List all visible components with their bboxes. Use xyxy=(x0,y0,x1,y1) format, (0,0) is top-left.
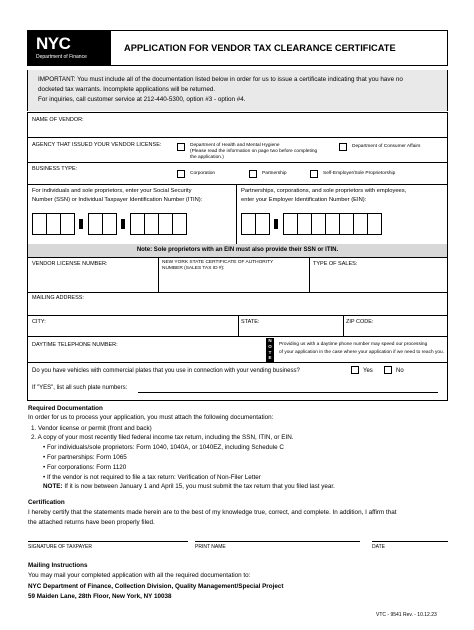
date-line[interactable] xyxy=(372,541,448,542)
notice-line-1: IMPORTANT: You must include all of the documentation listed below in order for us to issue a certificate indicating that you have no xyxy=(38,76,403,83)
mailing-heading: Mailing Instructions xyxy=(28,562,88,569)
note-side-tab xyxy=(266,338,274,362)
bt-sole-checkbox[interactable] xyxy=(310,170,318,178)
bt-corporation-checkbox[interactable] xyxy=(177,170,185,178)
logo-subtitle: Department of Finance xyxy=(36,54,87,60)
phone-label: DAYTIME TELEPHONE NUMBER: xyxy=(32,342,118,348)
certification-line-1: I hereby certify that the statements made herein are to the best of my knowledge true, correct, and complete. In addition, I affirm that xyxy=(28,509,397,516)
required-note-text: If it is now between January 1 and April 15, you must submit the tax return that you filed last year. xyxy=(62,483,335,490)
certification-line-2: the attached returns have been properly filed. xyxy=(28,519,155,526)
agency-dca-label: Department of Consumer Affairs xyxy=(352,144,421,149)
print-name-label: PRINT NAME xyxy=(195,544,226,550)
ein-instruction-2: enter your Employer Identification Number (EIN): xyxy=(241,197,367,203)
agency-dohmh-note-2: the application.) xyxy=(190,155,224,160)
ein-separator xyxy=(274,219,278,229)
nyc-finance-logo xyxy=(28,31,111,65)
required-bullet-1: • For individuals/sole proprietors: Form 1040, 1040A, or 1040EZ, including Schedule C xyxy=(43,444,284,451)
phone-note-1: Providing us with a daytime phone number may speed our processing xyxy=(279,342,428,347)
ssn-digit[interactable] xyxy=(46,213,61,235)
type-of-sales-label: TYPE OF SALES: xyxy=(313,261,358,267)
notice-line-2: docketed tax warrants. Incomplete applications will be returned. xyxy=(38,86,216,93)
mailing-address-label: MAILING ADDRESS: xyxy=(32,295,84,301)
required-note-bold: NOTE: xyxy=(43,483,63,490)
ein-digit[interactable] xyxy=(367,213,382,235)
note-side-text: NOTE xyxy=(268,338,272,361)
plates-list-label: If "YES", list all such plate numbers: xyxy=(32,385,128,391)
ssn-digit[interactable] xyxy=(102,213,117,235)
ssn-digit[interactable] xyxy=(144,213,159,235)
agency-dca-checkbox[interactable] xyxy=(339,143,347,151)
agency-dohmh-label: Department of Health and Mental Hygiene xyxy=(190,143,280,148)
ssn-instruction-2: Number (SSN) or Individual Taxpayer Identification Number (ITIN): xyxy=(32,197,203,203)
required-item-2: 2. A copy of your most recently filed federal income tax return, including the SSN, ITIN, or EIN. xyxy=(31,434,294,441)
nys-cert-label-1: NEW YORK STATE CERTIFICATE OF AUTHORITY xyxy=(162,260,274,265)
plates-list-line[interactable] xyxy=(138,392,438,393)
required-item-1: 1. Vendor license or permit (front and back) xyxy=(31,425,152,432)
vendor-name-field[interactable] xyxy=(108,115,443,135)
application-form xyxy=(27,112,448,401)
ein-instruction-1: Partnerships, corporations, and sole proprietors with employees, xyxy=(241,188,407,194)
plates-no-checkbox[interactable] xyxy=(384,366,392,374)
ssn-separator xyxy=(79,219,83,229)
vendor-name-label: NAME OF VENDOR: xyxy=(32,117,84,123)
phone-note-2: of your application in the case where your application if we need to reach you. xyxy=(279,350,445,355)
plates-yes-label: Yes xyxy=(363,368,373,374)
ssn-digit[interactable] xyxy=(158,213,173,235)
agency-dohmh-checkbox[interactable] xyxy=(177,143,185,151)
ssn-digit[interactable] xyxy=(172,213,187,235)
agency-dohmh-note-1: (Please read the information on page two before completing xyxy=(190,149,318,154)
plates-yes-checkbox[interactable] xyxy=(351,366,359,374)
form-revision: VTC - 9541 Rev. - 10.12.23 xyxy=(376,612,437,618)
ein-note-bar xyxy=(28,244,447,257)
business-type-label: BUSINESS TYPE: xyxy=(32,166,78,172)
form-title: APPLICATION FOR VENDOR TAX CLEARANCE CERTIFICATE xyxy=(124,43,396,53)
ein-digit[interactable] xyxy=(255,213,270,235)
vendor-license-label: VENDOR LICENSE NUMBER: xyxy=(32,261,108,267)
ein-digit[interactable] xyxy=(325,213,340,235)
bt-sole-label: Self-Employer/Sole Proprietorship xyxy=(323,171,396,176)
required-bullet-3: • For corporations: Form 1120 xyxy=(43,464,127,471)
ein-note-text: Note: Sole proprietors with an EIN must also provide their SSN or ITIN. xyxy=(136,247,339,253)
notice-line-3: For inquiries, call customer service at 212-440-5300, option #3 - option #4. xyxy=(38,96,246,103)
agency-label: AGENCY THAT ISSUED YOUR VENDOR LICENSE: xyxy=(32,142,162,148)
ssn-instruction-1: For individuals and sole proprietors, enter your Social Security xyxy=(32,188,192,194)
print-name-line[interactable] xyxy=(195,541,360,542)
bt-corporation-label: Corporation xyxy=(190,171,216,176)
mailing-address-2: 59 Maiden Lane, 28th Floor, New York, NY 10038 xyxy=(28,593,172,600)
bt-partnership-label: Partnership xyxy=(262,171,287,176)
important-notice xyxy=(27,70,448,111)
required-docs-heading: Required Documentation xyxy=(28,405,103,412)
ein-digit[interactable] xyxy=(311,213,326,235)
city-label: CITY: xyxy=(32,319,46,325)
mailing-address-1: NYC Department of Finance, Collection Division, Quality Management/Special Project xyxy=(28,583,284,590)
ssn-digit[interactable] xyxy=(130,213,145,235)
ein-digit[interactable] xyxy=(353,213,368,235)
required-docs-intro: In order for us to process your application, you must attach the following documentation: xyxy=(28,414,274,421)
nys-cert-label-2: NUMBER (SALES TAX ID #): xyxy=(162,266,225,271)
signature-line[interactable] xyxy=(28,541,188,542)
required-bullet-4: • If the vendor is not required to file a tax return: Verification of Non-Filer Letter xyxy=(43,474,261,481)
ssn-digit[interactable] xyxy=(88,213,103,235)
certification-heading: Certification xyxy=(28,499,65,506)
ein-digit[interactable] xyxy=(297,213,312,235)
plates-no-label: No xyxy=(396,368,404,374)
ein-digit[interactable] xyxy=(283,213,298,235)
ssn-separator xyxy=(121,219,125,229)
mailing-intro: You may mail your completed application with all the required documentation to: xyxy=(28,572,251,579)
state-label: STATE: xyxy=(241,319,260,325)
required-note xyxy=(43,483,335,490)
date-label: DATE xyxy=(372,544,385,550)
ein-digit[interactable] xyxy=(339,213,354,235)
bt-partnership-checkbox[interactable] xyxy=(249,170,257,178)
signature-label: SIGNATURE OF TAXPAYER xyxy=(28,544,92,550)
ssn-digit[interactable] xyxy=(32,213,47,235)
ssn-digit[interactable] xyxy=(60,213,75,235)
logo-text: NYC xyxy=(36,34,71,53)
ein-digit[interactable] xyxy=(241,213,256,235)
plates-question: Do you have vehicles with commercial plates that you use in connection with your vending business? xyxy=(32,368,300,374)
required-bullet-2: • For partnerships: Form 1065 xyxy=(43,454,127,461)
zip-label: ZIP CODE: xyxy=(346,319,374,325)
